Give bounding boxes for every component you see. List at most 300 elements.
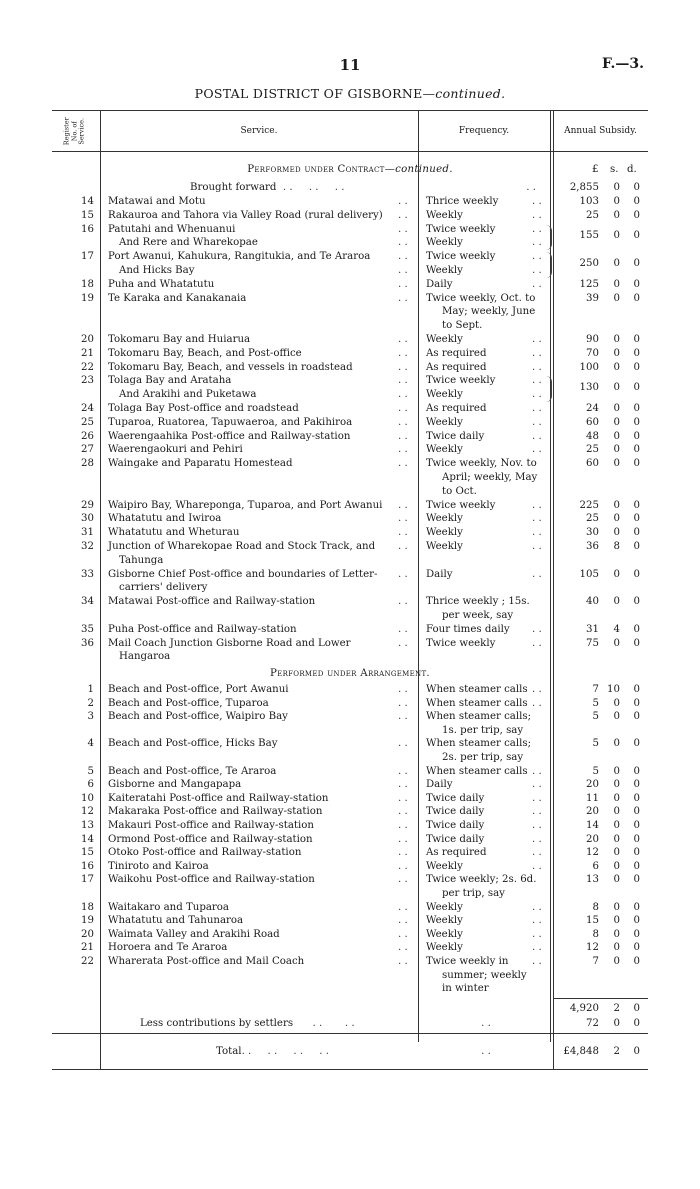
subsidy-shillings: 0 — [613, 792, 620, 804]
table-row — [0, 458, 700, 470]
leader-dots: . . — [532, 375, 542, 387]
subsidy-shillings: 0 — [613, 458, 620, 470]
subsidy-shillings: 0 — [613, 568, 620, 580]
leader-dots: . . — [398, 499, 408, 511]
subsidy-pence: 0 — [633, 738, 640, 750]
leader-dots: . . — [398, 820, 408, 831]
subsidy-pounds: 12 — [586, 847, 599, 859]
table-row — [0, 348, 700, 360]
register-number: 21 — [81, 347, 94, 359]
subsidy-column-header: Annual Subsidy. — [564, 126, 637, 136]
subsidy-pence: 0 — [633, 792, 640, 804]
subsidy-shillings: 0 — [613, 956, 620, 967]
register-number: 16 — [81, 860, 94, 872]
table-row — [0, 541, 700, 553]
leader-dots: . . — [398, 334, 408, 345]
less-contributions-shillings: 0 — [613, 1018, 620, 1029]
frequency-value: Weekly — [426, 860, 463, 872]
service-name: Tokomaru Bay, Beach, and vessels in roadstead — [108, 361, 353, 373]
frequency-value: Daily — [426, 568, 453, 580]
subsidy-shillings: 0 — [613, 278, 620, 290]
frequency-value: Weekly — [426, 942, 463, 954]
leader-dots: . . — [398, 637, 408, 649]
service-name: Tahunga — [119, 554, 164, 566]
leader-dots: . . — [398, 416, 408, 428]
leader-dots: . . — [398, 847, 408, 859]
less-contributions-pounds: 72 — [586, 1018, 599, 1029]
brought-forward-shillings: 0 — [613, 182, 620, 193]
register-number: 32 — [81, 541, 94, 552]
service-name: Puha and Whatatutu — [108, 278, 215, 290]
leader-dots: . . — [398, 196, 408, 207]
service-name: Wharerata Post-office and Mail Coach — [108, 956, 305, 967]
table-row — [0, 306, 700, 318]
leader-dots: . . — [532, 361, 542, 373]
service-name: Patutahi and Whenuanui — [108, 223, 236, 235]
register-number: 17 — [81, 251, 94, 263]
frequency-value: When steamer calls — [426, 684, 528, 695]
table-row — [0, 624, 700, 636]
subsidy-pounds: 31 — [586, 623, 599, 635]
register-number: 2 — [87, 697, 94, 709]
subsidy-shillings: 0 — [613, 499, 620, 511]
service-name: Te Karaka and Kanakanaia — [108, 292, 247, 304]
subsidy-pence: 0 — [633, 697, 640, 709]
table-row — [0, 596, 700, 608]
subsidy-pounds: 6 — [592, 860, 599, 872]
leader-dots: . . — [532, 637, 542, 649]
subsidy-shillings: 0 — [613, 711, 620, 723]
register-number: 26 — [81, 430, 94, 442]
register-number: 21 — [81, 942, 94, 954]
table-row — [0, 956, 700, 968]
leader-dots: . . — [532, 820, 542, 831]
leader-dots: . . — [532, 499, 542, 511]
service-name: Otoko Post-office and Railway-station — [108, 847, 302, 859]
subsidy-shillings: 0 — [613, 697, 620, 709]
table-row — [0, 251, 700, 270]
leader-dots: . . — [398, 623, 408, 635]
table-row — [0, 334, 700, 346]
subsidy-shillings: 0 — [613, 765, 620, 777]
service-name: Tiniroto and Kairoa — [108, 860, 209, 872]
service-name: Waerengaahika Post-office and Railway-station — [108, 430, 351, 442]
frequency-value: Twice weekly — [426, 375, 496, 387]
frequency-value: As required — [426, 347, 487, 359]
table-row — [0, 698, 700, 710]
frequency-value: Twice daily — [426, 430, 485, 442]
leader-dots: . . — [398, 223, 408, 235]
service-name: Beach and Post-office, Waipiro Bay — [108, 711, 288, 723]
register-number: 15 — [81, 847, 94, 859]
less-contributions-label: Less contributions by settlers — [140, 1018, 294, 1029]
subsidy-shillings: 0 — [613, 833, 620, 845]
subsidy-shillings: 0 — [613, 334, 620, 345]
table-row — [0, 569, 700, 581]
subsidy-shillings: 0 — [613, 416, 620, 428]
page-title — [0, 86, 700, 101]
subsidy-pence: 0 — [633, 637, 640, 649]
table-row — [0, 793, 700, 805]
subsidy-shillings: 0 — [613, 258, 620, 270]
frequency-value: Twice weekly, Oct. to — [426, 292, 536, 304]
leader-dots: . . — [532, 527, 542, 539]
title-main: POSTAL DISTRICT OF GISBORNE — [194, 86, 423, 101]
leader-dots: . . — [398, 697, 408, 709]
leader-dots: . . — [532, 806, 542, 818]
subsidy-shillings: 0 — [613, 527, 620, 539]
subsidy-pence: 0 — [633, 820, 640, 831]
register-number: 1 — [87, 684, 94, 695]
leader-dots: . . — [532, 389, 542, 401]
service-name: Makaraka Post-office and Railway-station — [108, 806, 323, 818]
frequency-value: Twice daily — [426, 833, 485, 845]
table-row — [0, 738, 700, 750]
leader-dots: . . — [532, 237, 542, 249]
frequency-value: Four times daily — [426, 623, 510, 635]
table-row — [0, 915, 700, 927]
frequency-value: per trip, say — [442, 888, 505, 899]
register-number: 14 — [81, 833, 94, 845]
register-number: 14 — [81, 196, 94, 207]
service-name: Tolaga Bay Post-office and roadstead — [108, 403, 299, 414]
frequency-value: Weekly — [426, 389, 463, 401]
subsidy-pounds: 60 — [586, 416, 599, 428]
table-row — [0, 779, 700, 791]
table-row — [0, 389, 700, 401]
leader-dots: . . — [398, 928, 408, 940]
leader-dots: . . — [398, 292, 408, 304]
table-row — [0, 527, 700, 539]
leader-dots: . . — [532, 541, 542, 552]
service-name: Whatatutu and Tahunaroa — [108, 915, 244, 927]
subsidy-pounds: 13 — [586, 874, 599, 886]
leader-dots: . . — [398, 901, 408, 913]
leader-dots: . . — [398, 375, 408, 387]
frequency-value: Twice weekly — [426, 499, 496, 511]
frequency-value: Twice weekly — [426, 223, 496, 235]
leader-dots: . . — [398, 444, 408, 456]
frequency-value: Weekly — [426, 237, 463, 249]
leader-dots: . . — [398, 915, 408, 927]
frequency-column-header: Frequency. — [458, 126, 510, 136]
section-contract-heading: Performed under Contract—continued. — [247, 164, 453, 175]
subtotal-shillings: 2 — [613, 1003, 620, 1014]
subsidy-pounds: 39 — [586, 292, 599, 304]
register-number: 3 — [87, 711, 94, 723]
subsidy-pence: 0 — [633, 527, 640, 539]
register-number: 35 — [81, 623, 94, 635]
subsidy-shillings: 0 — [613, 738, 620, 750]
leader-dots: . . — [398, 527, 408, 539]
frequency-value: Twice weekly; 2s. 6d. — [426, 874, 537, 886]
leader-dots: . . — [532, 278, 542, 290]
leader-dots: . . — [398, 347, 408, 359]
service-name: Waingake and Paparatu Homestead — [108, 458, 293, 470]
subsidy-pounds: 250 — [579, 258, 599, 270]
leader-dots: . . — [532, 684, 542, 695]
leader-dots: . . — [532, 942, 542, 954]
register-number: 20 — [81, 928, 94, 940]
service-name: And Arakihi and Puketawa — [119, 389, 257, 401]
subsidy-pounds: 70 — [586, 347, 599, 359]
subsidy-shillings: 10 — [607, 684, 620, 695]
subsidy-shillings: 0 — [613, 779, 620, 791]
table-row — [0, 431, 700, 443]
frequency-value: When steamer calls; — [426, 738, 532, 750]
table-row — [0, 500, 700, 512]
subsidy-pounds: 25 — [586, 209, 599, 221]
frequency-value: Twice daily — [426, 806, 485, 818]
subsidy-pounds: 25 — [586, 513, 599, 525]
subsidy-shillings: 0 — [613, 806, 620, 818]
total-shillings: 2 — [613, 1046, 620, 1057]
leader-dots: . . — [532, 444, 542, 456]
service-name: Beach and Post-office, Te Araroa — [108, 765, 277, 777]
service-name: Hangaroa — [119, 651, 171, 663]
total-pence: 0 — [633, 1046, 640, 1057]
leader-dots: . . — [398, 874, 408, 886]
subtotal-row — [0, 1003, 700, 1015]
table-row — [0, 929, 700, 941]
frequency-value: 1s. per trip, say — [442, 724, 524, 736]
table-row — [0, 651, 700, 663]
subsidy-pounds: 105 — [579, 568, 599, 580]
subsidy-shillings: 0 — [613, 361, 620, 373]
table-row — [0, 513, 700, 525]
table-row — [0, 237, 700, 249]
subsidy-pence: 0 — [633, 361, 640, 373]
table-row — [0, 444, 700, 456]
service-name: And Hicks Bay — [119, 265, 195, 276]
frequency-value: When steamer calls; — [426, 711, 532, 723]
subsidy-pence: 0 — [633, 499, 640, 511]
frequency-value: April; weekly, May — [442, 472, 538, 483]
leader-dots: . . — [532, 860, 542, 872]
register-number: 22 — [81, 361, 94, 373]
frequency-value: Weekly — [426, 928, 463, 940]
frequency-value: Weekly — [426, 416, 463, 428]
subsidy-pounds: 5 — [592, 738, 599, 750]
subsidy-pence: 0 — [633, 258, 640, 270]
frequency-value: Weekly — [426, 334, 463, 345]
frequency-value: When steamer calls — [426, 697, 528, 709]
subsidy-pounds: 14 — [586, 820, 599, 831]
subsidy-pounds: 20 — [586, 806, 599, 818]
leader-dots: . . — [532, 833, 542, 845]
subsidy-pence: 0 — [633, 596, 640, 608]
title-continued: —continued. — [422, 86, 506, 101]
table-row — [0, 196, 700, 208]
subsidy-pence: 0 — [633, 458, 640, 470]
subsidy-pence: 0 — [633, 711, 640, 723]
subsidy-shillings: 4 — [613, 623, 620, 635]
frequency-value: Weekly — [426, 209, 463, 221]
frequency-value: May; weekly, June — [442, 306, 536, 318]
pounds-unit: £ — [592, 164, 599, 175]
leader-dots: . . — [398, 251, 408, 263]
subsidy-shillings: 0 — [613, 915, 620, 927]
subsidy-pounds: 103 — [579, 196, 599, 207]
subsidy-pounds: 30 — [586, 527, 599, 539]
section-arrangement-heading: Performed under Arrangement. — [270, 668, 430, 679]
register-number: 6 — [87, 779, 94, 791]
subsidy-pence: 0 — [633, 915, 640, 927]
subsidy-pence: 0 — [633, 684, 640, 695]
subsidy-pence: 0 — [633, 623, 640, 635]
table-row — [0, 983, 700, 995]
subsidy-pence: 0 — [633, 196, 640, 207]
table-row — [0, 375, 700, 394]
subsidy-shillings: 0 — [613, 942, 620, 954]
leader-dots: . . — [398, 779, 408, 791]
subsidy-pence: 0 — [633, 847, 640, 859]
subsidy-shillings: 0 — [613, 928, 620, 940]
service-name: Waerengaokuri and Pehiri — [108, 444, 243, 456]
frequency-value: Weekly — [426, 513, 463, 525]
subsidy-pence: 0 — [633, 382, 640, 394]
table-row — [0, 902, 700, 914]
leader-dots: . . — [532, 623, 542, 635]
table-row — [0, 834, 700, 846]
subsidy-pence: 0 — [633, 928, 640, 940]
service-name: And Rere and Wharekopae — [119, 237, 258, 249]
subsidy-pounds: 75 — [586, 637, 599, 649]
brought-forward-pounds: 2,855 — [569, 182, 599, 193]
frequency-value: in winter — [442, 983, 489, 995]
subtotal-rule — [553, 998, 648, 999]
frequency-value: As required — [426, 361, 487, 373]
service-name: Horoera and Te Araroa — [108, 942, 228, 954]
service-name: Puha Post-office and Railway-station — [108, 623, 297, 635]
leader-dots: . . — [532, 430, 542, 442]
service-name: Matawai and Motu — [108, 196, 206, 207]
table-row — [0, 362, 700, 374]
subsidy-pence: 0 — [633, 942, 640, 954]
table-row — [0, 847, 700, 859]
subsidy-shillings: 0 — [613, 637, 620, 649]
subsidy-pence: 0 — [633, 209, 640, 221]
frequency-value: Weekly — [426, 444, 463, 456]
shillings-unit: s. — [610, 164, 619, 175]
subtotal-pounds: 4,920 — [569, 1003, 599, 1014]
register-number: 18 — [81, 901, 94, 913]
table-row — [0, 725, 700, 737]
leader-dots: . . — [398, 541, 408, 552]
frequency-value: to Oct. — [442, 485, 477, 497]
less-contributions-pence: 0 — [633, 1018, 640, 1029]
leader-dots: . . — [398, 792, 408, 804]
table-row — [0, 472, 700, 484]
leader-dots: . . — [532, 347, 542, 359]
leader-dots: . . — [532, 765, 542, 777]
subsidy-pounds: 5 — [592, 697, 599, 709]
leader-dots: . . — [532, 265, 542, 276]
register-number: 19 — [81, 292, 94, 304]
frequency-value: Weekly — [426, 901, 463, 913]
service-name: Junction of Wharekopae Road and Stock Track, and — [108, 541, 376, 552]
table-top-rule — [52, 110, 648, 111]
table-row — [0, 806, 700, 818]
leader-dots: . . — [398, 389, 408, 401]
table-bottom-rule — [52, 1069, 648, 1070]
frequency-value: Twice weekly — [426, 637, 496, 649]
frequency-value: When steamer calls — [426, 765, 528, 777]
subsidy-shillings: 8 — [613, 541, 620, 552]
service-name: Waikohu Post-office and Railway-station — [108, 874, 315, 886]
frequency-value: summer; weekly — [442, 969, 527, 981]
subsidy-pounds: 25 — [586, 444, 599, 456]
service-name: Tokomaru Bay and Huiarua — [108, 334, 251, 345]
frequency-value: Twice daily — [426, 792, 485, 804]
table-row — [0, 223, 700, 242]
subsidy-shillings: 0 — [613, 292, 620, 304]
page-number: 11 — [339, 56, 361, 74]
leader-dots: . . — [398, 265, 408, 276]
subsidy-pounds: 8 — [592, 928, 599, 940]
leader-dots: . . — [398, 806, 408, 818]
subsidy-shillings: 0 — [613, 230, 620, 242]
subtotal-pence: 0 — [633, 1003, 640, 1014]
subsidy-pence: 0 — [633, 779, 640, 791]
service-name: Tuparoa, Ruatorea, Tapuwaeroa, and Pakihiroa — [108, 416, 353, 428]
subsidy-shillings: 0 — [613, 596, 620, 608]
frequency-value: Weekly — [426, 915, 463, 927]
subsidy-pence: 0 — [633, 541, 640, 552]
subsidy-pence: 0 — [633, 568, 640, 580]
subsidy-shillings: 0 — [613, 347, 620, 359]
register-column-header: Register No. of Service. — [62, 117, 86, 145]
table-row — [0, 417, 700, 429]
subsidy-pence: 0 — [633, 956, 640, 967]
service-name: Waipiro Bay, Whareponga, Tuparoa, and Port Awanui — [108, 499, 383, 511]
register-number: 31 — [81, 527, 94, 539]
table-row — [0, 874, 700, 886]
leader-dots: . . — [532, 779, 542, 791]
register-number: 28 — [81, 458, 94, 470]
register-number: 17 — [81, 874, 94, 886]
service-name: Beach and Post-office, Tuparoa — [108, 697, 269, 709]
service-name: Beach and Post-office, Hicks Bay — [108, 738, 278, 750]
leader-dots: . . — [398, 738, 408, 750]
subsidy-pence: 0 — [633, 513, 640, 525]
pence-unit: d. — [627, 164, 637, 175]
service-name: Mail Coach Junction Gisborne Road and Lower — [108, 637, 351, 649]
service-name: Waitakaro and Tuparoa — [108, 901, 229, 913]
leader-dots: . . — [532, 901, 542, 913]
subsidy-shillings: 0 — [613, 430, 620, 442]
subsidy-shillings: 0 — [613, 820, 620, 831]
subsidy-shillings: 0 — [613, 513, 620, 525]
subsidy-pence: 0 — [633, 901, 640, 913]
service-name: Tokomaru Bay, Beach, and Post-office — [108, 347, 302, 359]
subsidy-pounds: 12 — [586, 942, 599, 954]
subsidy-pounds: 100 — [579, 361, 599, 373]
brought-forward-pence: 0 — [633, 182, 640, 193]
subsidy-pence: 0 — [633, 292, 640, 304]
register-number: 24 — [81, 403, 94, 414]
table-row — [0, 265, 700, 277]
leader-dots: . . — [398, 596, 408, 608]
frequency-value: Weekly — [426, 527, 463, 539]
subsidy-shillings: 0 — [613, 874, 620, 886]
leader-dots: . . — [532, 403, 542, 414]
subsidy-shillings: 0 — [613, 444, 620, 456]
leader-dots: . . — [398, 956, 408, 967]
register-number: 15 — [81, 209, 94, 221]
frequency-value: Twice daily — [426, 820, 485, 831]
table-row — [0, 861, 700, 873]
